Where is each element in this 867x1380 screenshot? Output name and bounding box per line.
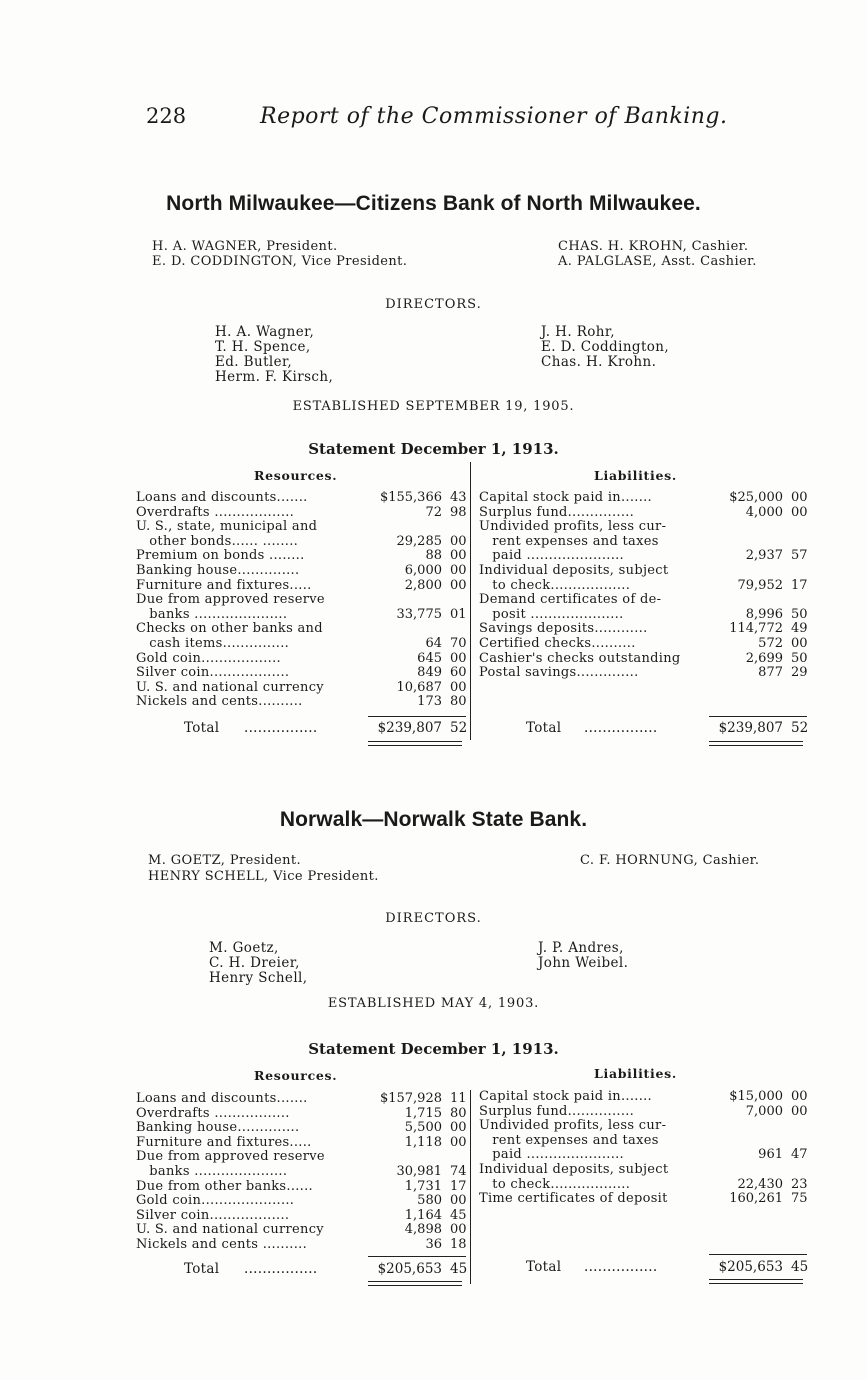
resources-heading: Resources.: [254, 1068, 338, 1083]
total-rule: [368, 1256, 466, 1257]
ledger-cents: 80: [450, 1105, 467, 1121]
ledger-cents: 70: [450, 636, 467, 651]
ledger-cents: 00: [791, 1103, 808, 1119]
ledger-label: Loans and discounts.......: [136, 490, 308, 505]
ledger-dollars: 580: [417, 1193, 442, 1209]
ledger-row: [136, 637, 466, 652]
bank-title: Norwalk—Norwalk State Bank.: [279, 808, 588, 831]
officer: H. A. WAGNER, President.: [152, 239, 338, 254]
ledger-cents: 00: [450, 1134, 467, 1150]
officer: A. PALGLASE, Asst. Cashier.: [558, 254, 757, 269]
ledger-row: [479, 564, 807, 579]
ledger-label: Undivided profits, less cur-: [479, 1118, 667, 1134]
ledger-row: [136, 491, 466, 506]
ledger-dollars: 29,285: [396, 533, 442, 549]
ledger-cents: 17: [450, 1178, 467, 1194]
ledger-cents: 00: [450, 577, 467, 593]
ledger-cents: 50: [791, 650, 808, 666]
ledger-label: Individual deposits, subject: [479, 1162, 669, 1177]
ledger-label: Due from other banks......: [136, 1178, 313, 1194]
ledger-label: Postal savings..............: [479, 665, 639, 681]
ledger-label: U. S., state, municipal and: [136, 519, 318, 535]
ledger-cents: 00: [450, 1222, 467, 1238]
ledger-dollars: $155,366: [379, 490, 442, 505]
total-double-rule: [709, 1279, 803, 1284]
officer: CHAS. H. KROHN, Cashier.: [558, 239, 749, 254]
ledger-dollars: 1,164: [404, 1207, 442, 1223]
ledger-label: Demand certificates of de-: [479, 592, 662, 608]
column-divider: [470, 462, 471, 740]
total-cents: 45: [791, 1259, 809, 1275]
ledger-cents: 00: [450, 548, 467, 564]
ledger-dollars: 645: [417, 650, 442, 666]
ledger-label: Gold coin.....................: [136, 1193, 295, 1209]
total-dollars: $239,807: [718, 720, 783, 736]
ledger-label: Time certificates of deposit: [479, 1191, 668, 1207]
ledger-label: posit .....................: [479, 606, 624, 622]
total-rule: [709, 716, 807, 717]
ledger-row: [479, 1148, 807, 1163]
total-label: Total: [184, 720, 220, 736]
total-double-rule: [709, 741, 803, 746]
total-double-rule: [368, 1281, 462, 1286]
ledger-label: Banking house..............: [136, 1120, 300, 1136]
ledger-dollars: 572: [758, 636, 783, 651]
director-name: Henry Schell,: [209, 970, 308, 986]
director-name: C. H. Dreier,: [209, 955, 300, 971]
ledger-row: [479, 520, 807, 535]
ledger-cents: 00: [791, 504, 808, 520]
ledger-dollars: 114,772: [729, 621, 783, 637]
ledger-dollars: 72: [425, 504, 442, 520]
ledger-label: Due from approved reserve: [136, 1149, 325, 1165]
ledger-row: [479, 1163, 807, 1178]
ledger-cents: 00: [791, 636, 808, 651]
ledger-cents: 17: [791, 577, 808, 593]
ledger-row: [479, 579, 807, 594]
ledger-row: [136, 1194, 466, 1209]
total-label: Total: [526, 720, 562, 736]
total-leader: ................: [584, 1259, 658, 1275]
ledger-row: [136, 1092, 466, 1107]
ledger-row: [136, 549, 466, 564]
officer: HENRY SCHELL, Vice President.: [148, 869, 379, 884]
ledger-row: [136, 622, 466, 637]
total-rule: [709, 1254, 807, 1255]
ledger-row: [479, 666, 807, 681]
director-name: John Weibel.: [538, 955, 629, 971]
liabilities-heading: Liabilities.: [594, 1066, 677, 1081]
ledger-cents: 45: [450, 1207, 467, 1223]
ledger-label: Silver coin..................: [136, 1207, 290, 1223]
ledger-row: [479, 608, 807, 623]
ledger-cents: 50: [791, 606, 808, 622]
ledger-label: Due from approved reserve: [136, 592, 325, 608]
ledger-cents: 00: [450, 1120, 467, 1136]
ledger-row: [136, 579, 466, 594]
ledger-dollars: 2,699: [745, 650, 783, 666]
ledger-label: Banking house..............: [136, 563, 300, 578]
ledger-dollars: 10,687: [396, 679, 442, 695]
ledger-label: Savings deposits............: [479, 621, 648, 637]
total-label: Total: [184, 1261, 220, 1277]
director-name: E. D. Coddington,: [541, 339, 670, 355]
ledger-row: [136, 652, 466, 667]
ledger-label: cash items...............: [136, 636, 290, 651]
ledger-row: [136, 1209, 466, 1224]
director-name: M. Goetz,: [209, 940, 279, 956]
officer: M. GOETZ, President.: [148, 853, 302, 868]
director-name: Ed. Butler,: [215, 354, 293, 370]
resources-total-row: [184, 721, 466, 736]
ledger-label: Furniture and fixtures.....: [136, 1134, 312, 1150]
total-double-rule: [368, 741, 462, 746]
ledger-dollars: 79,952: [737, 577, 783, 593]
ledger-row: [479, 1119, 807, 1134]
ledger-label: to check..................: [479, 1176, 631, 1192]
ledger-row: [479, 1105, 807, 1120]
ledger-label: Loans and discounts.......: [136, 1091, 308, 1106]
ledger-row: [479, 1090, 807, 1105]
ledger-label: Nickels and cents..........: [136, 694, 303, 710]
total-cents: 45: [450, 1261, 468, 1277]
ledger-dollars: 2,937: [745, 548, 783, 564]
ledger-cents: 23: [791, 1176, 808, 1192]
ledger-row: [479, 549, 807, 564]
officer: E. D. CODDINGTON, Vice President.: [152, 254, 408, 269]
ledger-dollars: 1,731: [404, 1178, 442, 1194]
ledger-row: [136, 666, 466, 681]
ledger-label: rent expenses and taxes: [479, 533, 659, 549]
directors-heading: DIRECTORS.: [385, 297, 482, 312]
total-cents: 52: [791, 720, 809, 736]
ledger-cents: 00: [450, 533, 467, 549]
ledger-label: U. S. and national currency: [136, 1222, 324, 1238]
ledger-dollars: 4,000: [745, 504, 783, 520]
ledger-dollars: 877: [758, 665, 783, 681]
director-name: H. A. Wagner,: [215, 324, 315, 340]
ledger-dollars: 2,800: [404, 577, 442, 593]
total-dollars: $239,807: [377, 720, 442, 736]
ledger-row: [136, 608, 466, 623]
ledger-label: Certified checks..........: [479, 636, 636, 651]
ledger-row: [479, 1192, 807, 1207]
ledger-cents: 01: [450, 606, 467, 622]
ledger-cents: 75: [791, 1191, 808, 1207]
ledger-dollars: 4,898: [404, 1222, 442, 1238]
total-leader: ................: [244, 720, 318, 736]
total-label: Total: [526, 1259, 562, 1275]
director-name: T. H. Spence,: [215, 339, 311, 355]
ledger-label: Checks on other banks and: [136, 621, 323, 637]
ledger-label: Gold coin..................: [136, 650, 281, 666]
ledger-cents: 29: [791, 665, 808, 681]
ledger-label: rent expenses and taxes: [479, 1132, 659, 1148]
total-dollars: $205,653: [718, 1259, 783, 1275]
ledger-dollars: 160,261: [729, 1191, 783, 1207]
ledger-cents: 60: [450, 665, 467, 681]
ledger-label: Individual deposits, subject: [479, 563, 669, 578]
ledger-cents: 11: [450, 1091, 467, 1106]
ledger-label: Undivided profits, less cur-: [479, 519, 667, 535]
total-rule: [368, 716, 466, 717]
ledger-row: [479, 1178, 807, 1193]
ledger-row: [136, 1121, 466, 1136]
ledger-dollars: 7,000: [745, 1103, 783, 1119]
ledger-dollars: $15,000: [729, 1089, 783, 1104]
ledger-label: banks .....................: [136, 1164, 288, 1179]
ledger-cents: 00: [450, 650, 467, 666]
ledger-label: Overdrafts ..................: [136, 504, 295, 520]
ledger-dollars: 30,981: [396, 1164, 442, 1179]
ledger-row: [136, 564, 466, 579]
ledger-row: [136, 681, 466, 696]
officer: C. F. HORNUNG, Cashier.: [580, 853, 760, 868]
established-date: ESTABLISHED SEPTEMBER 19, 1905.: [292, 399, 575, 414]
ledger-label: Overdrafts .................: [136, 1105, 290, 1121]
total-cents: 52: [450, 720, 468, 736]
director-name: Herm. F. Kirsch,: [215, 369, 334, 385]
ledger-row: [136, 1136, 466, 1151]
ledger-row: [479, 491, 807, 506]
ledger-label: Premium on bonds ........: [136, 548, 305, 564]
ledger-dollars: 1,118: [404, 1134, 442, 1150]
ledger-row: [136, 1223, 466, 1238]
ledger-row: [136, 1238, 466, 1253]
ledger-label: paid ......................: [479, 1147, 624, 1163]
statement-heading: Statement December 1, 1913.: [308, 440, 559, 458]
ledger-dollars: 8,996: [745, 606, 783, 622]
ledger-row: [136, 1107, 466, 1122]
ledger-row: [479, 652, 807, 667]
ledger-row: [479, 622, 807, 637]
statement-heading: Statement December 1, 1913.: [308, 1040, 559, 1058]
ledger-label: to check..................: [479, 577, 631, 593]
ledger-label: other bonds...... ........: [136, 533, 299, 549]
ledger-dollars: $25,000: [729, 490, 783, 505]
ledger-row: [479, 1134, 807, 1149]
ledger-cents: 47: [791, 1147, 808, 1163]
ledger-cents: 80: [450, 694, 467, 710]
ledger-label: Cashier's checks outstanding: [479, 650, 681, 666]
ledger-dollars: 64: [425, 636, 442, 651]
ledger-dollars: 961: [758, 1147, 783, 1163]
ledger-label: Silver coin..................: [136, 665, 290, 681]
ledger-row: [136, 1165, 466, 1180]
ledger-cents: 00: [450, 1193, 467, 1209]
ledger-cents: 98: [450, 504, 467, 520]
ledger-cents: 57: [791, 548, 808, 564]
column-divider: [470, 1090, 471, 1284]
ledger-label: Nickels and cents ..........: [136, 1237, 308, 1252]
ledger-row: [136, 695, 466, 710]
ledger-row: [136, 1150, 466, 1165]
ledger-label: Capital stock paid in.......: [479, 1089, 652, 1104]
ledger-dollars: 1,715: [404, 1105, 442, 1121]
ledger-label: Capital stock paid in.......: [479, 490, 652, 505]
ledger-label: Surplus fund...............: [479, 1103, 635, 1119]
ledger-row: [136, 506, 466, 521]
ledger-dollars: 6,000: [404, 563, 442, 578]
ledger-row: [479, 535, 807, 550]
ledger-dollars: 5,500: [404, 1120, 442, 1136]
liabilities-total-row: [526, 721, 807, 736]
ledger-dollars: 173: [417, 694, 442, 710]
ledger-label: Surplus fund...............: [479, 504, 635, 520]
director-name: J. P. Andres,: [538, 940, 624, 956]
total-leader: ................: [584, 720, 658, 736]
liabilities-heading: Liabilities.: [594, 468, 677, 483]
total-dollars: $205,653: [377, 1261, 442, 1277]
ledger-label: U. S. and national currency: [136, 679, 324, 695]
total-leader: ................: [244, 1261, 318, 1277]
ledger-dollars: 33,775: [396, 606, 442, 622]
page-number: 228: [146, 104, 187, 128]
ledger-dollars: 88: [425, 548, 442, 564]
ledger-dollars: $157,928: [379, 1091, 442, 1106]
ledger-cents: 49: [791, 621, 808, 637]
ledger-row: [136, 593, 466, 608]
resources-heading: Resources.: [254, 468, 338, 483]
resources-total-row: [184, 1262, 466, 1277]
director-name: J. H. Rohr,: [541, 324, 615, 340]
ledger-cents: 43: [450, 490, 467, 505]
ledger-cents: 18: [450, 1237, 467, 1252]
ledger-row: [136, 1180, 466, 1195]
ledger-dollars: 22,430: [737, 1176, 783, 1192]
ledger-cents: 00: [791, 1089, 808, 1104]
ledger-label: banks .....................: [136, 606, 288, 622]
ledger-cents: 74: [450, 1164, 467, 1179]
ledger-cents: 00: [791, 490, 808, 505]
ledger-cents: 00: [450, 679, 467, 695]
ledger-row: [479, 506, 807, 521]
ledger-label: Furniture and fixtures.....: [136, 577, 312, 593]
ledger-label: paid ......................: [479, 548, 624, 564]
established-date: ESTABLISHED MAY 4, 1903.: [327, 996, 540, 1011]
liabilities-total-row: [526, 1260, 807, 1275]
running-title: Report of the Commissioner of Banking.: [260, 104, 728, 129]
director-name: Chas. H. Krohn.: [541, 354, 657, 370]
ledger-row: [479, 593, 807, 608]
bank-title: North Milwaukee—Citizens Bank of North Milwaukee.: [166, 192, 701, 215]
ledger-dollars: 36: [425, 1237, 442, 1252]
ledger-row: [136, 520, 466, 535]
directors-heading: DIRECTORS.: [385, 911, 482, 926]
ledger-row: [479, 637, 807, 652]
ledger-cents: 00: [450, 563, 467, 578]
ledger-row: [136, 535, 466, 550]
ledger-dollars: 849: [417, 665, 442, 681]
